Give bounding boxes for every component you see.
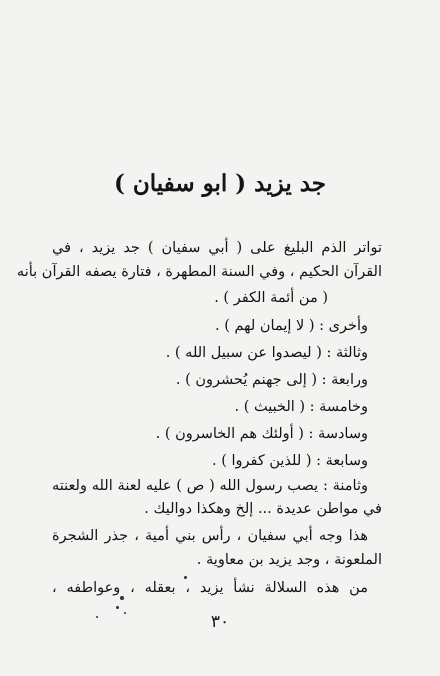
paragraph-line: تواتر الذم البليغ على ( أبي سفيان ) جد يزيد ، في (52, 240, 382, 256)
paragraph-line: وثامنة : يصب رسول الله ( ص ) عليه لعنة الله ولعنته (52, 478, 368, 494)
paragraph-line: ورابعة : ( إلى جهنم يُحشرون ) . (175, 372, 368, 388)
ink-speck (96, 616, 98, 618)
paragraph-line: في مواطن عديدة ... إلخ وهكذا دواليك . (144, 501, 382, 517)
ink-speck (120, 596, 124, 600)
paragraph-line: هذا وجه أبي سفيان ، رأس بني أمية ، جذر الشجرة (52, 528, 368, 544)
paragraph-line: وأخرى : ( لا إيمان لهم ) . (215, 318, 368, 334)
page-number: ٣٠ (210, 612, 230, 632)
chapter-heading: جد يزيد ( ابو سفيان ) (113, 170, 327, 197)
paragraph-line: الملعونة ، وجد يزيد بن معاوية . (196, 552, 382, 568)
paragraph-line: القرآن الحكيم ، وفي السنة المطهرة ، فتارة يصفه القرآن بأنه (16, 264, 382, 280)
ink-speck (184, 576, 187, 579)
paragraph-line: ( من أئمة الكفر ) . (214, 290, 328, 306)
paragraph-line: وثالثة : ( ليصدوا عن سبيل الله ) . (165, 345, 368, 361)
paragraph-line: وخامسة : ( الخبيث ) . (234, 399, 368, 415)
paragraph-line: وسادسة : ( أولئك هم الخاسرون ) . (155, 426, 368, 442)
ink-speck (124, 612, 126, 614)
paragraph-line: وسابعة : ( للذين كفروا ) . (211, 453, 368, 469)
ink-speck (116, 606, 119, 609)
paragraph-line: من هذه السلالة نشأ يزيد ، بعقله ، وعواطفه ، (52, 580, 368, 596)
